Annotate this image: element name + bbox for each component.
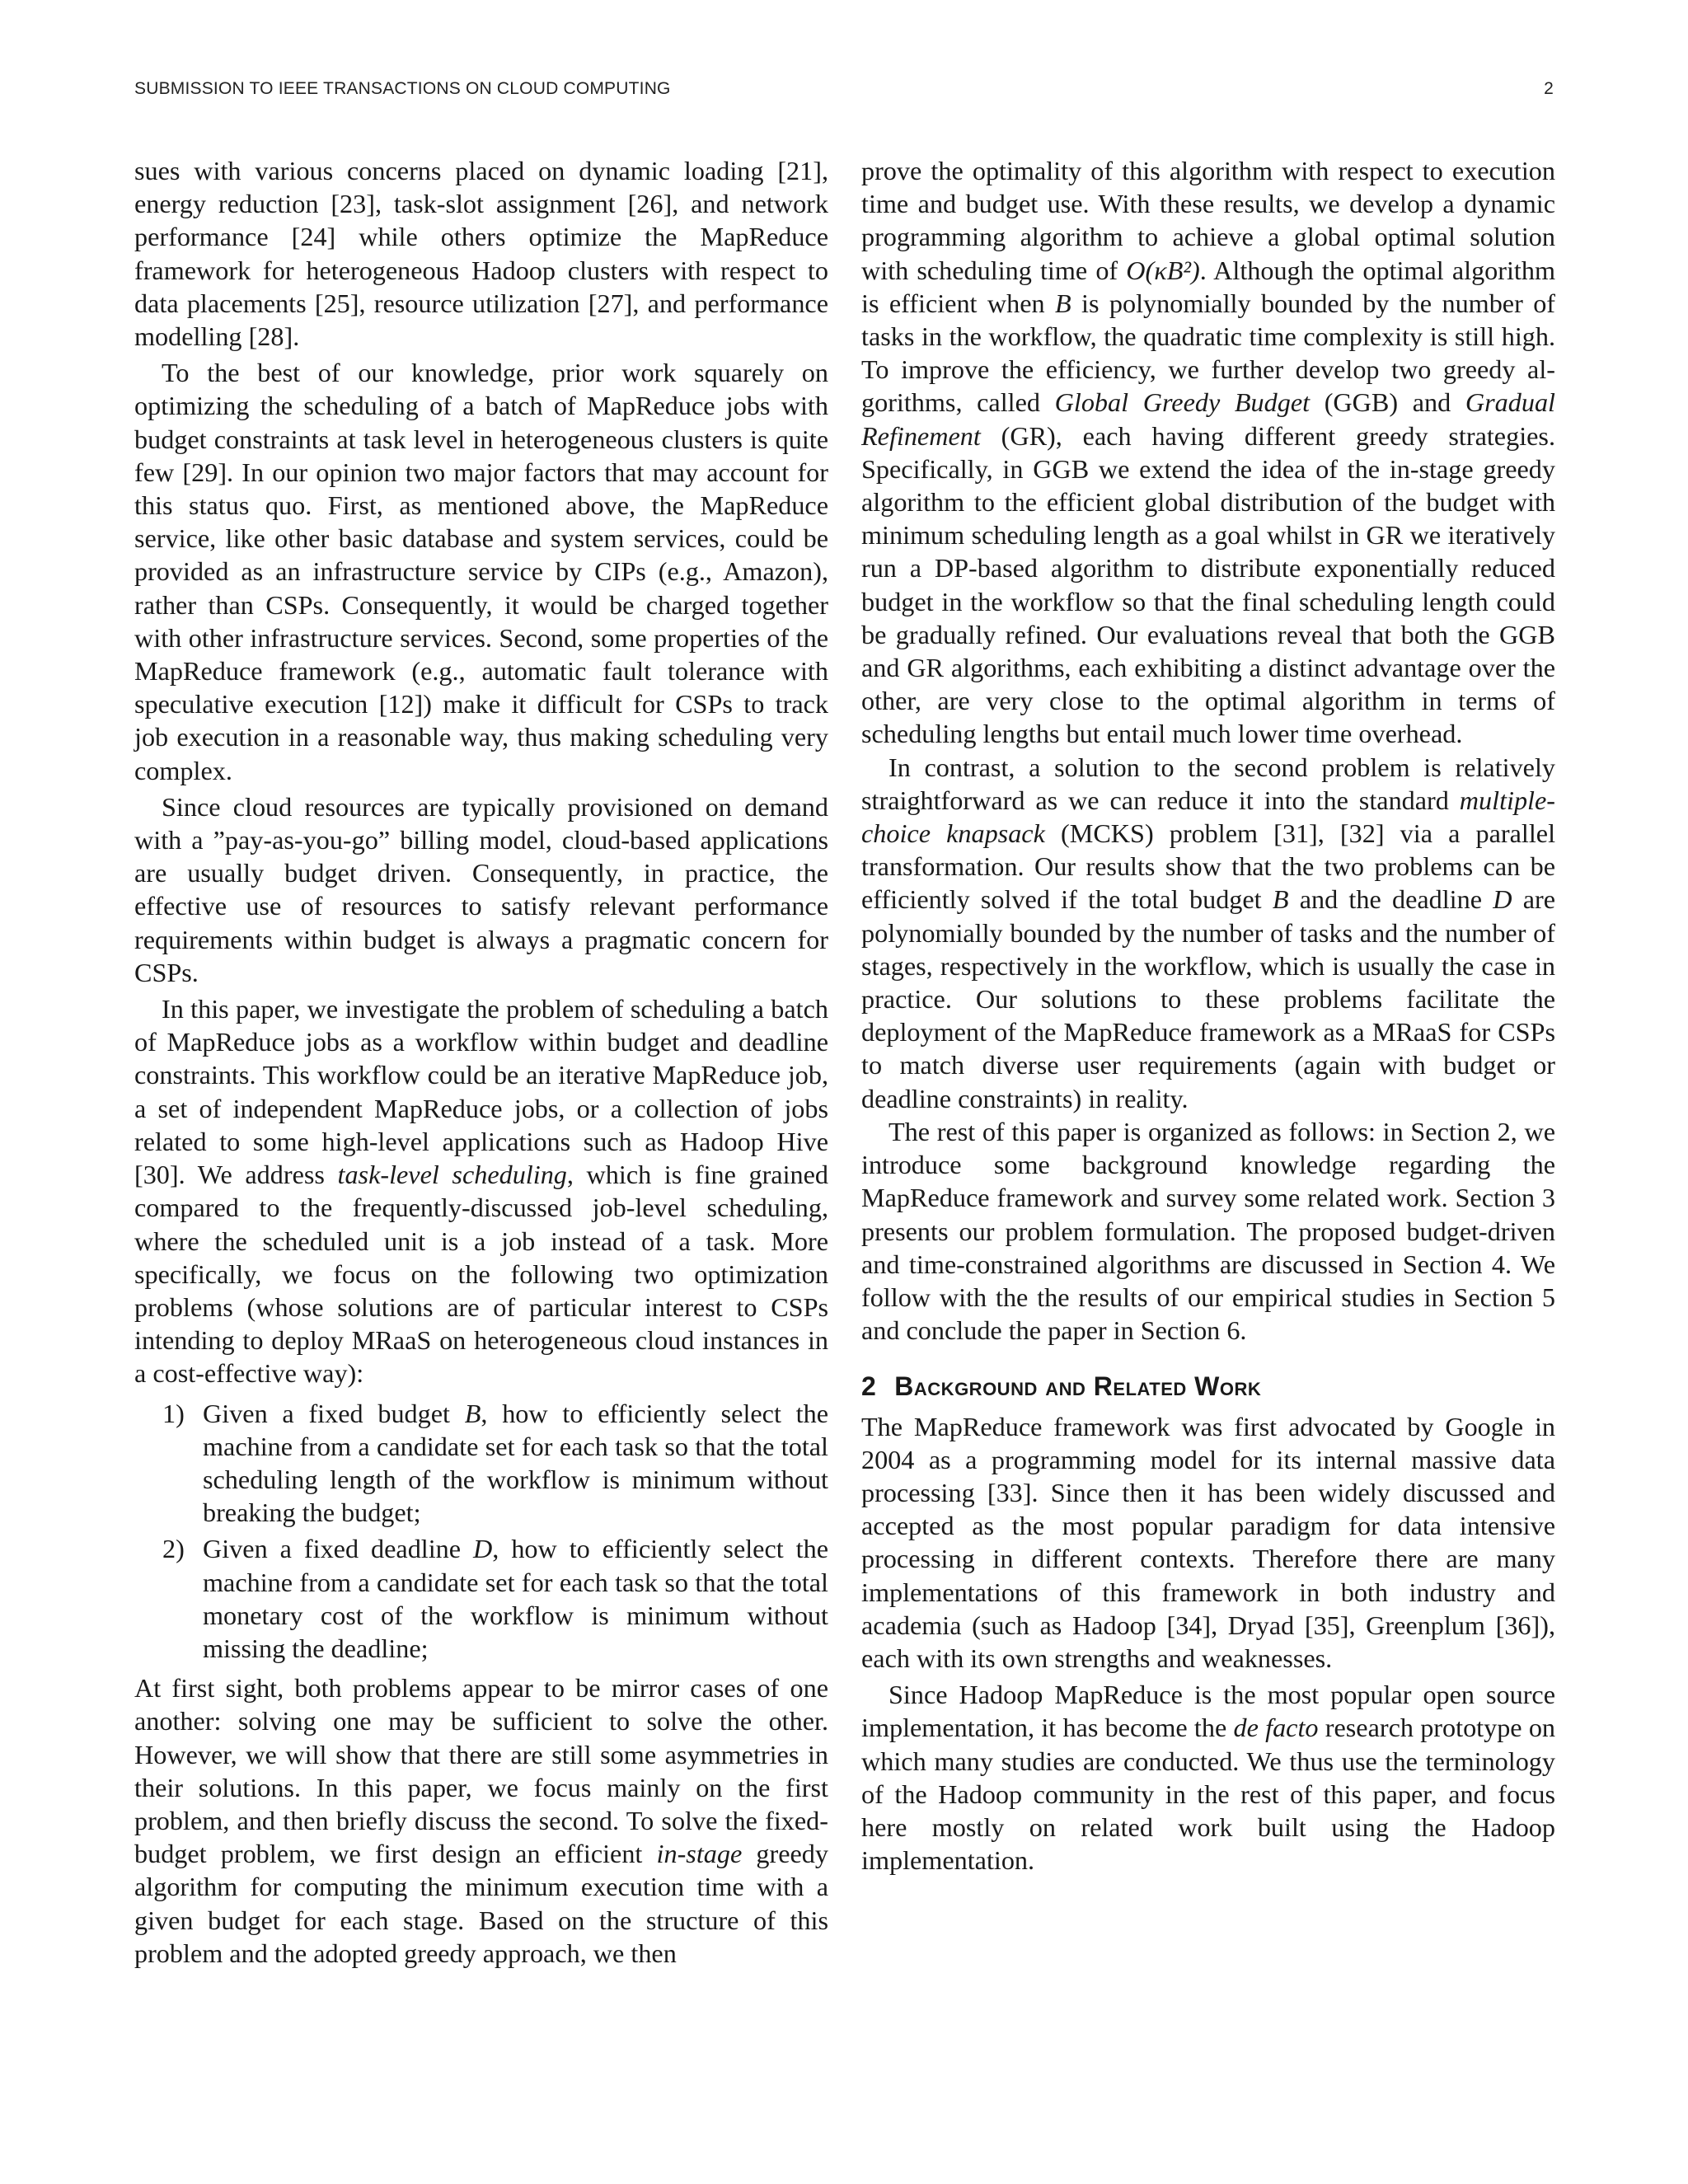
math-variable: D: [1493, 884, 1512, 915]
math-variable: D: [473, 1534, 493, 1564]
paragraph: To the best of our knowledge, prior work squarely on optimizing the scheduling of a batch of MapReduce jobs with budget constraints at task level in heterogeneous clusters is quite few [29]. In our opinion two major factors that may account for this status quo. First, as mentioned above, the MapReduce service, like other basic database and system services, could be provided as an infrastructure service by CIPs (e.g., Amazon), rather than CSPs. Consequently, it would be charged together with other infrastructure services. Second, some properties of the MapReduce framework (e.g., automatic fault tolerance with speculative execution [12]) make it difficult for CSPs to track job execution in a reasonable way, thus making scheduling very complex.: [134, 358, 828, 785]
paragraph: In this paper, we investigate the problem of scheduling a batch of MapReduce jobs as a workflow within budget and deadline constraints. This workflow could be an iterative MapReduce job, a set of independent MapReduce jobs, or a collection of jobs related to some high-level applications such as Hadoop Hive [30]. We address task-level scheduling, which is fine grained compared to the frequently-discussed job-level scheduling, where the scheduled unit is a job instead of a task. More specifically, we focus on the following two optimization problems (whose solutions are of particular interest to CSPs intending to deploy MRaaS on heterogeneous cloud instances in a cost-effective way):: [134, 994, 829, 1389]
paragraph: sues with various concerns placed on dynamic loading [21], energy reduction [23], task-slot assignment [26], and network performance [24] while others optimize the MapReduce framework for heterogeneous Hadoop clusters with respect to data placements [25], resource utilization [27], and performance modelling [28].: [134, 156, 828, 352]
page-number: 2: [1544, 79, 1554, 98]
emphasis: task-level scheduling: [337, 1160, 567, 1190]
section-heading: [861, 1370, 1555, 1403]
problem-list: [134, 1397, 828, 1666]
math-variable: B: [464, 1398, 481, 1428]
paragraph: The MapReduce framework was first advocated by Google in 2004 as a programming model for its internal massive data processing [33]. Since then it has been widely discussed and accepted as the most popular paradigm for data intensive processing in different contexts. Therefore there are many implementations of this framework in both industry and academia (such as Hadoop [34], Dryad [35], Greenplum [36]), each with its own strengths and weaknesses.: [861, 1411, 1555, 1673]
running-header: [134, 79, 1554, 99]
math-expression: O(κB²): [1126, 255, 1200, 285]
emphasis: multiple-choice knapsack: [861, 785, 1555, 849]
paragraph: At first sight, both problems appear to be mirror cases of one another: solving one may be sufficient to solve the other. However, we will show that there are still some asymmetries in their solutions. In this paper, we focus mainly on the first problem, and then briefly discuss the second. To solve the fixed-budget problem, we first design an efficient in-stage greedy algorithm for computing the minimum execution time with a given budget for each stage. Based on the structure of this problem and the adopted greedy approach, we then: [134, 1673, 828, 1968]
section-title: Background and Related Work: [894, 1371, 1262, 1402]
journal-name: SUBMISSION TO IEEE TRANSACTIONS ON CLOUD COMPUTING: [134, 79, 671, 98]
list-item: 2) Given a fixed deadline D, how to efficiently select the machine from a candidate set for each task so that the total monetary cost of the workflow is minimum without missing the deadline;: [162, 1534, 828, 1663]
list-item: 1) Given a fixed budget B, how to efficiently select the machine from a candidate set for each task so that the total scheduling length of the workflow is minimum without breaking the budget;: [162, 1398, 828, 1528]
emphasis: de facto: [1233, 1713, 1319, 1743]
paragraph: Since cloud resources are typically provisioned on demand with a ”pay-as-you-go” billing model, cloud-based applications are usually budget driven. Consequently, in practice, the effective use of resources to satisfy relevant performance requirements within budget is always a pragmatic concern for CSPs.: [134, 791, 828, 987]
section-number: 2: [861, 1371, 877, 1402]
emphasis: Gradual Refinement: [861, 387, 1555, 451]
list-number: 1): [162, 1398, 185, 1428]
paragraph: prove the optimality of this algorithm with respect to execution time and budget use. With these results, we develop a dynamic programming algorithm to achieve a global optimal solution with scheduling time of O(κB²). Although the optimal algorithm is efficient when B is polynomially bounded by the number of tasks in the workflow, the quadratic time complexity is still high. To improve the efficiency, we further develop two greedy algorithms, called Global Greedy Budget (GGB) and Gradual Refinement (GR), each having different greedy strategies. Specifically, in GGB we extend the idea of the in-stage greedy algorithm to the efficient global distribution of the budget with minimum scheduling length as a goal whilst in GR we iteratively run a DP-based algorithm to distribute exponentially reduced budget in the workflow so that the final scheduling length could be gradually refined. Our evaluations reveal that both the GGB and GR algorithms, each exhibiting a distinct advantage over the other, are very close to the optimal algorithm in terms of scheduling lengths but entail much lower time overhead.: [861, 156, 1556, 749]
paragraph: The rest of this paper is organized as follows: in Section 2, we introduce some background knowledge regarding the MapReduce framework and survey some related work. Section 3 presents our problem formulation. The proposed budget-driven and time-constrained algorithms are discussed in Section 4. We follow with the the results of our empirical studies in Section 5 and conclude the paper in Section 6.: [861, 1116, 1555, 1346]
paragraph: Since Hadoop MapReduce is the most popular open source implementation, it has become the de facto research prototype on which many studies are conducted. We thus use the terminology of the Hadoop community in the rest of this paper, and focus here mostly on related work built using the Hadoop implementation.: [861, 1680, 1556, 1876]
paragraph: In contrast, a solution to the second problem is relatively straightforward as we can reduce it into the standard multiple-choice knapsack (MCKS) problem [31], [32] via a parallel transformation. Our results show that the two problems can be efficiently solved if the total budget B and the deadline D are polynomially bounded by the number of tasks and the number of stages, respectively in the workflow, which is usually the case in practice. Our solutions to these problems facilitate the deployment of the MapReduce framework as a MRaaS for CSPs to match diverse user requirements (again with budget or deadline constraints) in reality.: [861, 752, 1556, 1113]
left-column: [134, 154, 828, 1970]
list-number: 2): [162, 1534, 185, 1564]
math-variable: B: [1055, 288, 1071, 318]
emphasis: in-stage: [656, 1839, 743, 1869]
emphasis: Global Greedy Budget: [1054, 387, 1311, 418]
math-variable: B: [1272, 884, 1289, 915]
right-column: [861, 154, 1555, 1877]
